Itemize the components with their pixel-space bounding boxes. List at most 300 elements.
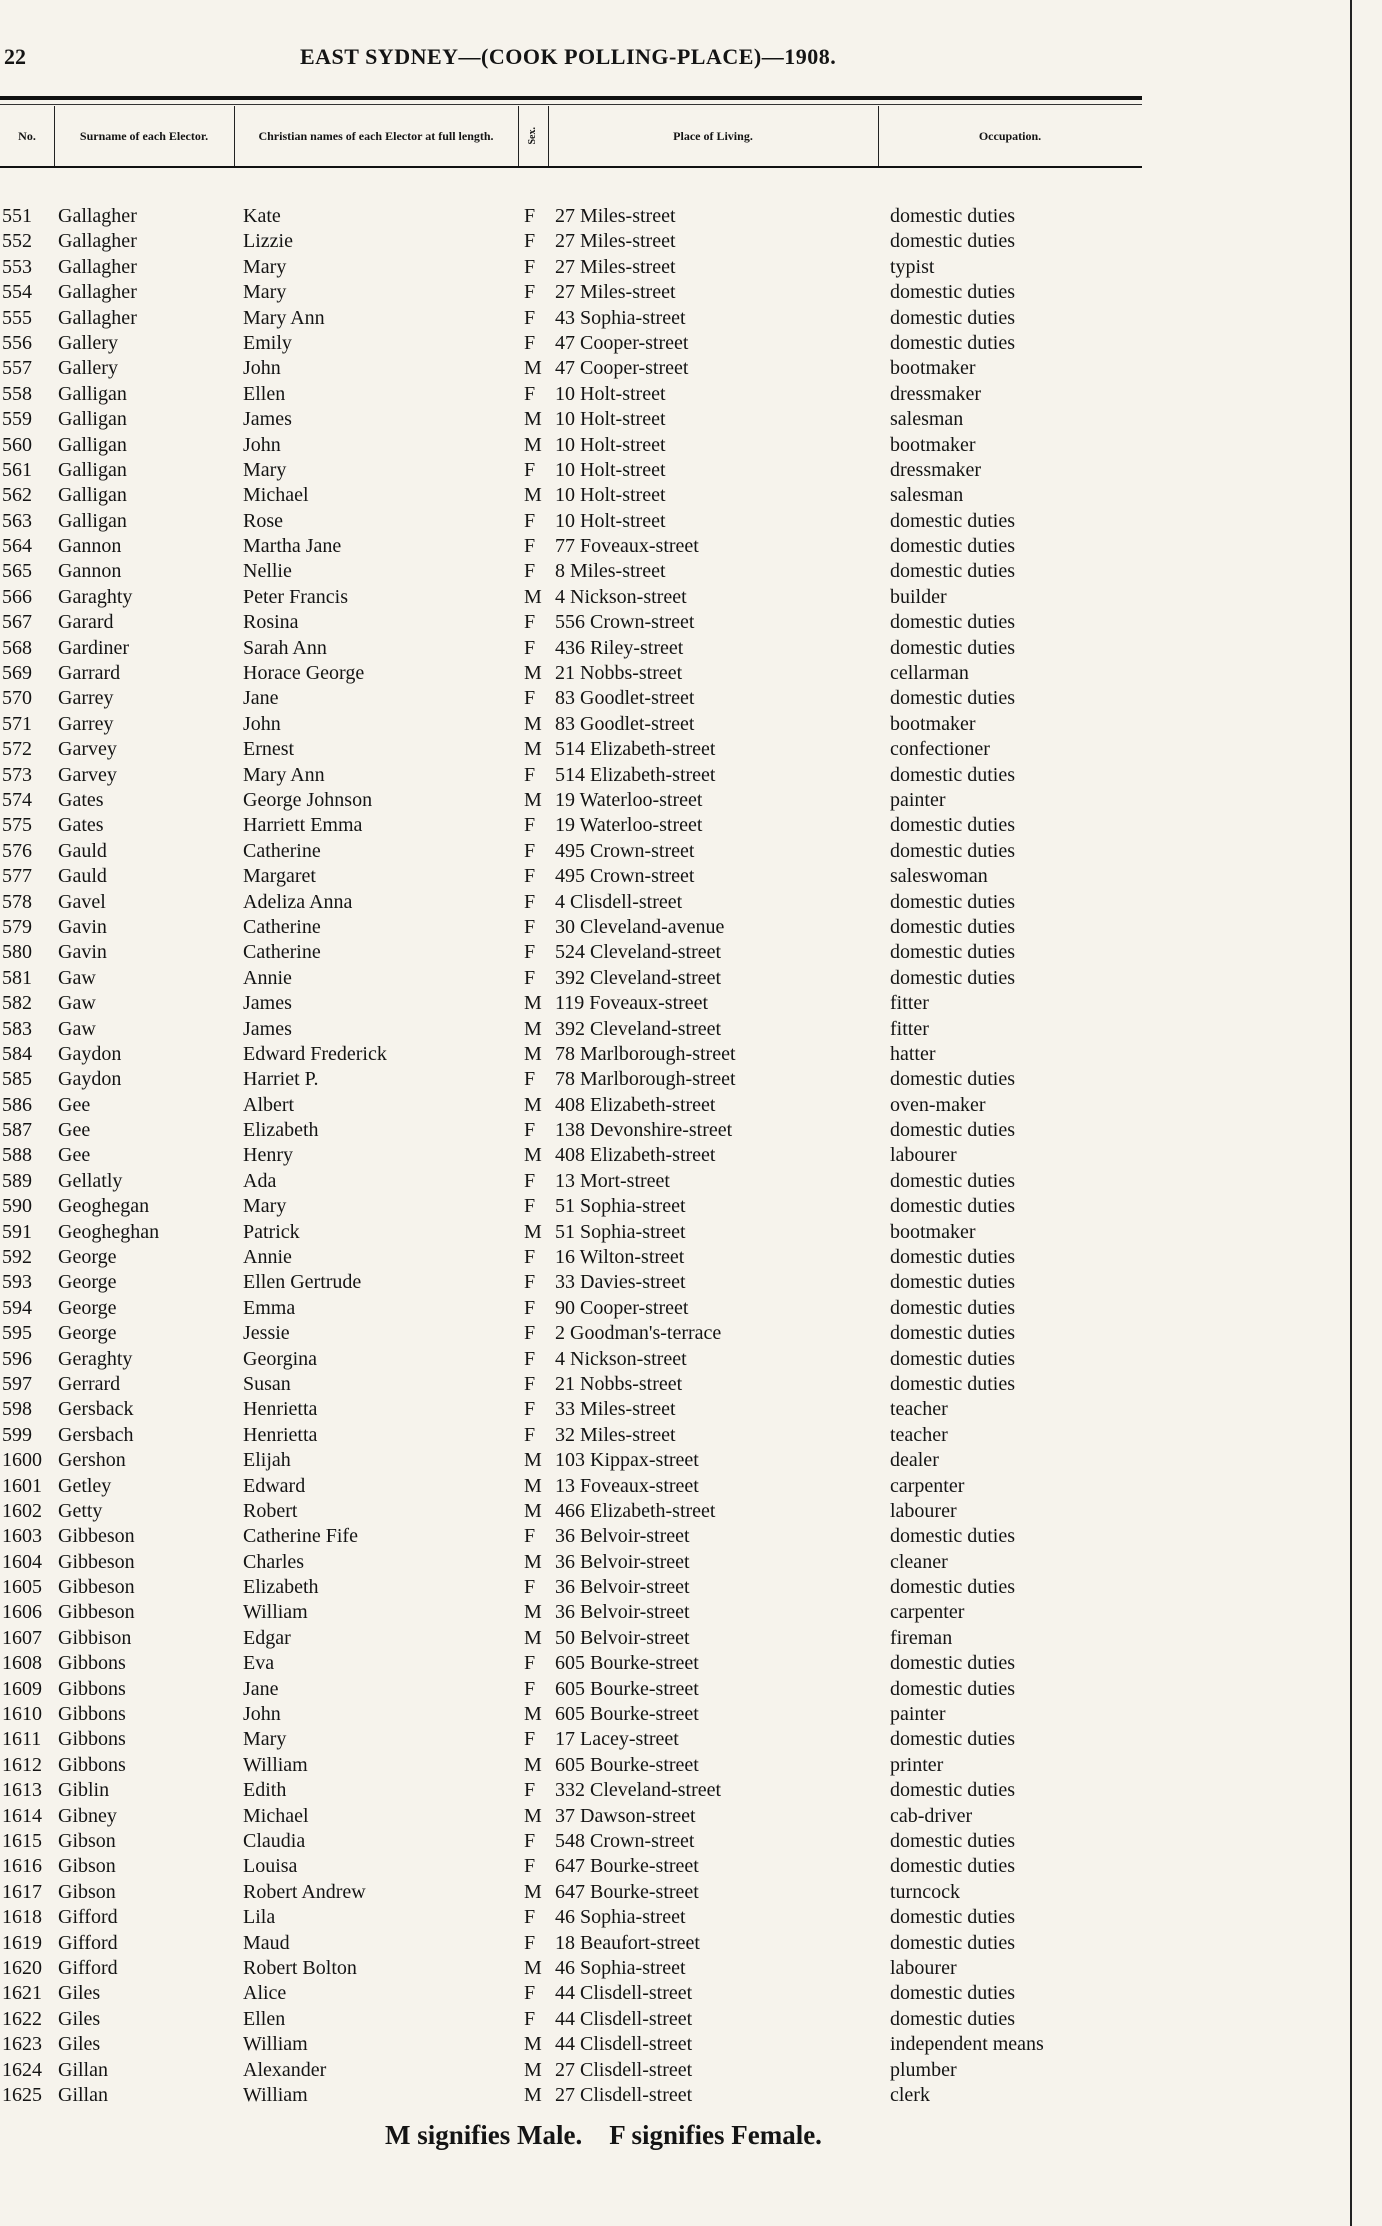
occupation: plumber xyxy=(890,2058,957,2081)
table-row xyxy=(0,382,1142,407)
sex: M xyxy=(524,712,542,735)
christian-names: Jane xyxy=(243,687,279,710)
place-of-living: 51 Sophia-street xyxy=(555,1220,686,1243)
occupation: domestic duties xyxy=(890,1195,1015,1218)
table-row xyxy=(0,1550,1142,1575)
christian-names: Alice xyxy=(243,1982,287,2005)
page-title: EAST SYDNEY—(COOK POLLING-PLACE)—1908. xyxy=(300,44,837,69)
christian-names: Henrietta xyxy=(243,1398,318,1421)
occupation: labourer xyxy=(890,1956,957,1979)
surname: Garrey xyxy=(58,712,114,735)
sex: M xyxy=(524,1093,542,1116)
surname: Garaghty xyxy=(58,585,133,608)
place-of-living: 408 Elizabeth-street xyxy=(555,1093,716,1116)
sex: M xyxy=(524,1017,542,1040)
place-of-living: 4 Clisdell-street xyxy=(555,890,683,913)
sex: F xyxy=(524,1322,536,1345)
row-number: 1606 xyxy=(2,1601,42,1624)
place-of-living: 605 Bourke-street xyxy=(555,1652,699,1675)
row-number: 1602 xyxy=(2,1499,42,1522)
row-number: 1610 xyxy=(2,1703,42,1726)
table-row xyxy=(0,2007,1142,2032)
occupation: domestic duties xyxy=(890,1779,1015,1802)
surname: Gaw xyxy=(58,1017,96,1040)
place-of-living: 43 Sophia-street xyxy=(555,306,686,329)
christian-names: Rose xyxy=(243,509,283,532)
table-header xyxy=(0,106,1142,166)
table-row xyxy=(0,991,1142,1016)
christian-names: Edward xyxy=(243,1474,306,1497)
christian-names: Mary xyxy=(243,255,287,278)
surname: Giblin xyxy=(58,1779,110,1802)
christian-names: Harriet P. xyxy=(243,1068,319,1091)
christian-names: John xyxy=(243,1703,281,1726)
row-number: 1608 xyxy=(2,1652,42,1675)
surname: Gates xyxy=(58,788,104,811)
place-of-living: 30 Cleveland-avenue xyxy=(555,915,725,938)
place-of-living: 51 Sophia-street xyxy=(555,1195,686,1218)
occupation: domestic duties xyxy=(890,915,1015,938)
occupation: fitter xyxy=(890,992,929,1015)
place-of-living: 27 Miles-street xyxy=(555,205,676,227)
surname: Galligan xyxy=(58,484,127,507)
surname: Garrey xyxy=(58,687,114,710)
surname: Gee xyxy=(58,1119,91,1142)
table-row xyxy=(0,229,1142,254)
table-row xyxy=(0,1880,1142,1905)
sex: M xyxy=(524,2058,542,2081)
sex: F xyxy=(524,611,536,634)
table-row xyxy=(0,1804,1142,1829)
occupation: fitter xyxy=(890,1017,929,1040)
occupation: domestic duties xyxy=(890,966,1015,989)
place-of-living: 514 Elizabeth-street xyxy=(555,763,716,786)
occupation: dealer xyxy=(890,1449,939,1472)
occupation: domestic duties xyxy=(890,839,1015,862)
christian-names: Edgar xyxy=(243,1626,291,1649)
surname: Giles xyxy=(58,2033,101,2056)
christian-names: Sarah Ann xyxy=(243,636,327,659)
occupation: bootmaker xyxy=(890,1220,976,1243)
sex: M xyxy=(524,433,542,456)
table-row xyxy=(0,1905,1142,1930)
row-number: 1603 xyxy=(2,1525,42,1548)
place-of-living: 119 Foveaux-street xyxy=(555,992,709,1015)
surname: Gibbison xyxy=(58,1626,132,1649)
row-number: 1616 xyxy=(2,1855,42,1878)
surname: Geogheghan xyxy=(58,1220,160,1243)
surname: Galligan xyxy=(58,458,127,481)
row-number: 1609 xyxy=(2,1677,42,1700)
sex: M xyxy=(524,585,542,608)
christian-names: Annie xyxy=(243,1246,292,1269)
table-row xyxy=(0,712,1142,737)
surname: Gerrard xyxy=(58,1372,121,1395)
table-row xyxy=(0,915,1142,940)
row-number: 1601 xyxy=(2,1474,42,1497)
occupation: domestic duties xyxy=(890,306,1015,329)
table-row xyxy=(0,788,1142,813)
table-row xyxy=(0,1397,1142,1422)
place-of-living: 103 Kippax-street xyxy=(555,1449,699,1472)
table-row xyxy=(0,1702,1142,1727)
row-number: 599 xyxy=(2,1423,32,1446)
place-of-living: 27 Clisdell-street xyxy=(555,2058,693,2081)
row-number: 592 xyxy=(2,1246,32,1269)
surname: Gallagher xyxy=(58,205,137,227)
christian-names: Lila xyxy=(243,1906,276,1929)
occupation: domestic duties xyxy=(890,1855,1015,1878)
place-of-living: 13 Mort-street xyxy=(555,1169,670,1192)
table-row xyxy=(0,356,1142,381)
christian-names: Lizzie xyxy=(243,230,293,253)
occupation: domestic duties xyxy=(890,205,1015,227)
table-row xyxy=(0,1194,1142,1219)
place-of-living: 17 Lacey-street xyxy=(555,1728,679,1751)
header-rule-thin xyxy=(0,104,1142,105)
table-row xyxy=(0,331,1142,356)
sex: F xyxy=(524,535,536,558)
row-number: 573 xyxy=(2,763,32,786)
male-key: M signifies Male. xyxy=(385,2120,583,2150)
table-row xyxy=(0,255,1142,280)
sex: F xyxy=(524,331,536,354)
table-row xyxy=(0,940,1142,965)
occupation: dressmaker xyxy=(890,458,982,481)
header-rule-thick xyxy=(0,96,1142,100)
sex: M xyxy=(524,662,542,685)
occupation: painter xyxy=(890,1703,946,1726)
surname: Galligan xyxy=(58,433,127,456)
surname: Gibbons xyxy=(58,1728,126,1751)
row-number: 555 xyxy=(2,306,32,329)
row-number: 1613 xyxy=(2,1779,42,1802)
sex: F xyxy=(524,1423,536,1446)
surname: Galligan xyxy=(58,408,127,431)
occupation: domestic duties xyxy=(890,1931,1015,1954)
sex: F xyxy=(524,2007,536,2030)
sex: F xyxy=(524,560,536,583)
sex: M xyxy=(524,1449,542,1472)
table-row xyxy=(0,1245,1142,1270)
surname: Gee xyxy=(58,1093,91,1116)
christian-names: Rosina xyxy=(243,611,299,634)
surname: Giles xyxy=(58,1982,101,2005)
sex: M xyxy=(524,1703,542,1726)
christian-names: James xyxy=(243,1017,292,1040)
occupation: domestic duties xyxy=(890,281,1015,304)
occupation: hatter xyxy=(890,1042,936,1065)
row-number: 1607 xyxy=(2,1626,42,1649)
sex: M xyxy=(524,1956,542,1979)
christian-names: Eva xyxy=(243,1652,275,1675)
place-of-living: 37 Dawson-street xyxy=(555,1804,696,1827)
sex: M xyxy=(524,1499,542,1522)
table-row xyxy=(0,1499,1142,1524)
sex: F xyxy=(524,1779,536,1802)
row-number: 595 xyxy=(2,1322,32,1345)
table-row xyxy=(0,2058,1142,2083)
occupation: builder xyxy=(890,585,947,608)
row-number: 560 xyxy=(2,433,32,456)
table-row xyxy=(0,686,1142,711)
christian-names: Henry xyxy=(243,1144,293,1167)
surname: Garrard xyxy=(58,662,121,685)
place-of-living: 514 Elizabeth-street xyxy=(555,738,716,761)
surname: Gershon xyxy=(58,1449,126,1472)
row-number: 576 xyxy=(2,839,32,862)
place-of-living: 33 Miles-street xyxy=(555,1398,676,1421)
sex: M xyxy=(524,1753,542,1776)
table-row xyxy=(0,610,1142,635)
christian-names: Margaret xyxy=(243,865,316,888)
row-number: 557 xyxy=(2,357,32,380)
surname: Gibbeson xyxy=(58,1525,135,1548)
sex: F xyxy=(524,281,536,304)
row-number: 581 xyxy=(2,966,32,989)
sex: F xyxy=(524,1372,536,1395)
place-of-living: 10 Holt-street xyxy=(555,484,666,507)
surname: Garvey xyxy=(58,763,117,786)
table-row xyxy=(0,1347,1142,1372)
surname: Garard xyxy=(58,611,114,634)
surname: Gallagher xyxy=(58,306,137,329)
surname: Gaw xyxy=(58,966,96,989)
surname: Gates xyxy=(58,814,104,837)
table-row xyxy=(0,839,1142,864)
surname: Gifford xyxy=(58,1906,118,1929)
table-row xyxy=(0,1753,1142,1778)
occupation: domestic duties xyxy=(890,1322,1015,1345)
row-number: 554 xyxy=(2,281,32,304)
christian-names: Robert Bolton xyxy=(243,1956,357,1979)
table-row xyxy=(0,1626,1142,1651)
row-number: 584 xyxy=(2,1042,32,1065)
occupation: printer xyxy=(890,1753,944,1776)
table-row xyxy=(0,1067,1142,1092)
place-of-living: 36 Belvoir-street xyxy=(555,1601,690,1624)
occupation: dressmaker xyxy=(890,382,982,405)
row-number: 589 xyxy=(2,1169,32,1192)
surname: Gallagher xyxy=(58,255,137,278)
surname: Getty xyxy=(58,1499,103,1522)
row-number: 578 xyxy=(2,890,32,913)
surname: Gallagher xyxy=(58,230,137,253)
place-of-living: 556 Crown-street xyxy=(555,611,695,634)
surname: Gibson xyxy=(58,1880,116,1903)
place-of-living: 10 Holt-street xyxy=(555,509,666,532)
table-row xyxy=(0,636,1142,661)
table-row xyxy=(0,1042,1142,1067)
place-of-living: 495 Crown-street xyxy=(555,865,695,888)
column-divider xyxy=(54,106,55,166)
table-row xyxy=(0,1931,1142,1956)
row-number: 575 xyxy=(2,814,32,837)
surname: Gavin xyxy=(58,915,107,938)
table-row xyxy=(0,433,1142,458)
row-number: 1600 xyxy=(2,1449,42,1472)
place-of-living: 44 Clisdell-street xyxy=(555,1982,693,2005)
sex: M xyxy=(524,2083,542,2106)
occupation: cleaner xyxy=(890,1550,948,1573)
column-header-sex-label: Sex. xyxy=(527,127,538,145)
occupation: domestic duties xyxy=(890,1169,1015,1192)
place-of-living: 495 Crown-street xyxy=(555,839,695,862)
surname: Gibbeson xyxy=(58,1576,135,1599)
occupation: domestic duties xyxy=(890,1576,1015,1599)
christian-names: Robert xyxy=(243,1499,298,1522)
place-of-living: 605 Bourke-street xyxy=(555,1677,699,1700)
place-of-living: 21 Nobbs-street xyxy=(555,1372,683,1395)
header-rule-bottom xyxy=(0,166,1142,168)
sex: F xyxy=(524,1906,536,1929)
surname: George xyxy=(58,1322,117,1345)
row-number: 580 xyxy=(2,941,32,964)
occupation: domestic duties xyxy=(890,1982,1015,2005)
christian-names: William xyxy=(243,1601,308,1624)
sex: M xyxy=(524,408,542,431)
row-number: 585 xyxy=(2,1068,32,1091)
occupation: domestic duties xyxy=(890,1246,1015,1269)
occupation: domestic duties xyxy=(890,1906,1015,1929)
column-header-christian-names: Christian names of each Elector at full length. xyxy=(258,129,494,143)
surname: Gallagher xyxy=(58,281,137,304)
sex: M xyxy=(524,1042,542,1065)
sex: M xyxy=(524,1550,542,1573)
christian-names: Elizabeth xyxy=(243,1119,319,1142)
sex: F xyxy=(524,306,536,329)
sex: M xyxy=(524,1626,542,1649)
row-number: 559 xyxy=(2,408,32,431)
table-row xyxy=(0,1321,1142,1346)
christian-names: Ernest xyxy=(243,738,295,761)
table-row xyxy=(0,1220,1142,1245)
table-row xyxy=(0,1448,1142,1473)
christian-names: Elizabeth xyxy=(243,1576,319,1599)
sex: F xyxy=(524,230,536,253)
female-key: F signifies Female. xyxy=(609,2120,822,2150)
row-number: 571 xyxy=(2,712,32,735)
row-number: 553 xyxy=(2,255,32,278)
surname: Gellatly xyxy=(58,1169,123,1192)
row-number: 1625 xyxy=(2,2083,42,2106)
row-number: 564 xyxy=(2,535,32,558)
sex: F xyxy=(524,382,536,405)
occupation: teacher xyxy=(890,1423,948,1446)
surname: Gibbons xyxy=(58,1753,126,1776)
table-row xyxy=(0,1474,1142,1499)
table-row xyxy=(0,1296,1142,1321)
occupation: domestic duties xyxy=(890,560,1015,583)
surname: Galligan xyxy=(58,382,127,405)
occupation: salesman xyxy=(890,484,964,507)
christian-names: Emma xyxy=(243,1296,296,1319)
christian-names: Patrick xyxy=(243,1220,300,1243)
christian-names: Mary xyxy=(243,458,287,481)
occupation: domestic duties xyxy=(890,763,1015,786)
sex: F xyxy=(524,915,536,938)
row-number: 588 xyxy=(2,1144,32,1167)
sex: F xyxy=(524,1982,536,2005)
surname: George xyxy=(58,1296,117,1319)
table-row xyxy=(0,1854,1142,1879)
sex: F xyxy=(524,865,536,888)
occupation: saleswoman xyxy=(890,865,988,888)
row-number: 598 xyxy=(2,1398,32,1421)
surname: Gibbons xyxy=(58,1652,126,1675)
place-of-living: 436 Riley-street xyxy=(555,636,684,659)
occupation: domestic duties xyxy=(890,1372,1015,1395)
surname: Gaw xyxy=(58,992,96,1015)
row-number: 574 xyxy=(2,788,32,811)
sex: F xyxy=(524,1830,536,1852)
sex: M xyxy=(524,1804,542,1827)
christian-names: Ellen xyxy=(243,2007,286,2030)
occupation: confectioner xyxy=(890,738,990,761)
place-of-living: 36 Belvoir-street xyxy=(555,1525,690,1548)
place-of-living: 2 Goodman's-terrace xyxy=(555,1322,722,1345)
occupation: domestic duties xyxy=(890,2007,1015,2030)
table-row xyxy=(0,1524,1142,1549)
row-number: 577 xyxy=(2,865,32,888)
table-row xyxy=(0,1727,1142,1752)
place-of-living: 44 Clisdell-street xyxy=(555,2033,693,2056)
occupation: domestic duties xyxy=(890,611,1015,634)
row-number: 561 xyxy=(2,458,32,481)
surname: Gallery xyxy=(58,357,118,380)
christian-names: Kate xyxy=(243,205,281,227)
surname: Gannon xyxy=(58,560,122,583)
surname: Gibson xyxy=(58,1855,116,1878)
table-row xyxy=(0,1651,1142,1676)
column-header-surname: Surname of each Elector. xyxy=(79,129,209,143)
place-of-living: 27 Miles-street xyxy=(555,230,676,253)
sex: M xyxy=(524,738,542,761)
row-number: 569 xyxy=(2,662,32,685)
row-number: 565 xyxy=(2,560,32,583)
table-row xyxy=(0,1017,1142,1042)
row-number: 1621 xyxy=(2,1982,42,2005)
surname: Getley xyxy=(58,1474,112,1497)
table-row xyxy=(0,483,1142,508)
occupation: cellarman xyxy=(890,662,969,685)
sex: F xyxy=(524,1246,536,1269)
occupation: salesman xyxy=(890,408,964,431)
row-number: 586 xyxy=(2,1093,32,1116)
occupation: domestic duties xyxy=(890,1652,1015,1675)
sex: M xyxy=(524,1144,542,1167)
row-number: 551 xyxy=(2,205,32,227)
surname: Gifford xyxy=(58,1956,118,1979)
row-number: 594 xyxy=(2,1296,32,1319)
surname: Gavin xyxy=(58,941,107,964)
sex: F xyxy=(524,636,536,659)
place-of-living: 138 Devonshire-street xyxy=(555,1119,733,1142)
sex: F xyxy=(524,763,536,786)
place-of-living: 466 Elizabeth-street xyxy=(555,1499,716,1522)
occupation: domestic duties xyxy=(890,890,1015,913)
table-row xyxy=(0,534,1142,559)
table-row xyxy=(0,306,1142,331)
row-number: 1617 xyxy=(2,1880,42,1903)
sex: F xyxy=(524,941,536,964)
christian-names: Albert xyxy=(243,1093,295,1116)
christian-names: Georgina xyxy=(243,1347,318,1370)
sex: M xyxy=(524,1601,542,1624)
place-of-living: 605 Bourke-street xyxy=(555,1753,699,1776)
surname: Giles xyxy=(58,2007,101,2030)
sex: F xyxy=(524,1525,536,1548)
